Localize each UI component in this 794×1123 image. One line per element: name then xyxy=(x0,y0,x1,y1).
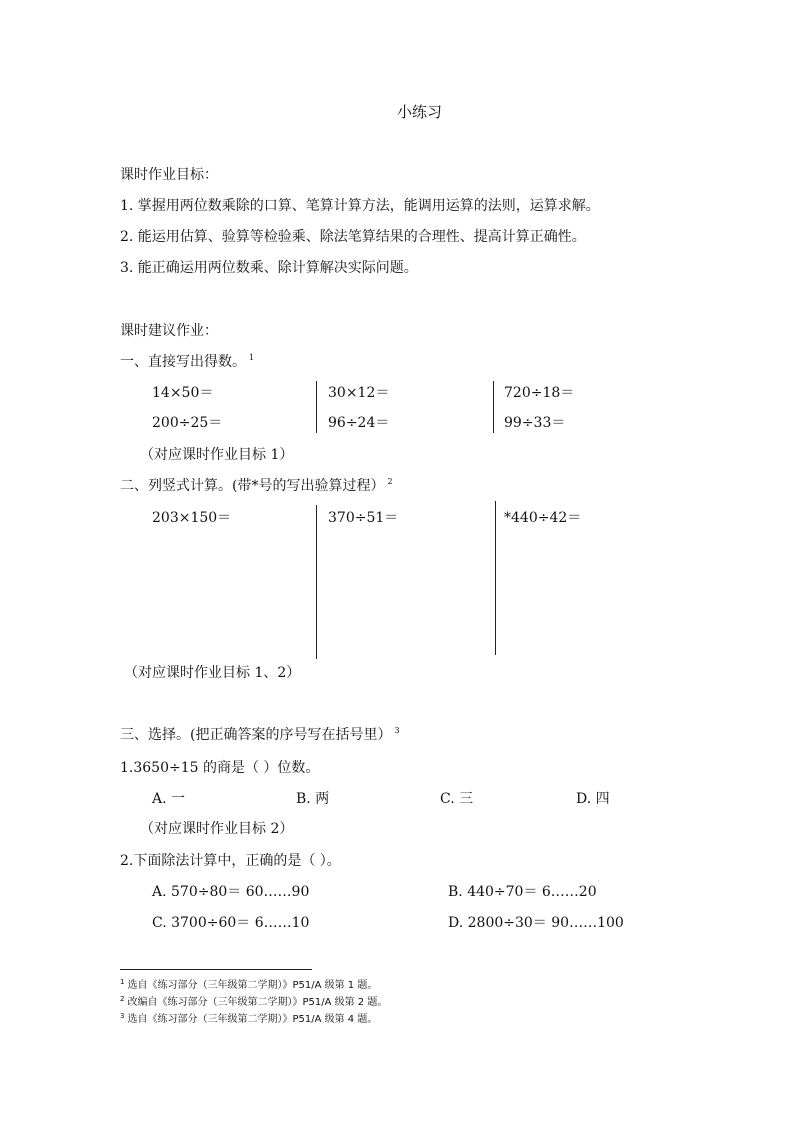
goal-item-3: 3. 能正确运用两位数乘、除计算解决实际问题。 xyxy=(120,260,418,276)
footnote-1-num: 1 xyxy=(120,977,125,986)
footnote-2-text: 改编自《练习部分（三年级第二学期）》P51/A 级第 2 题。 xyxy=(127,997,388,1008)
section2-target: （对应课时作业目标 1、2） xyxy=(124,665,301,681)
s1-r2-c3: 99÷33＝ xyxy=(504,415,566,431)
footnote-ref-3: 3 xyxy=(394,726,400,736)
s2-item-1: 203×150＝ xyxy=(152,510,232,526)
q1-text: 1.3650÷15 的商是（ ）位数。 xyxy=(120,760,320,776)
section3-heading-text: 三、选择。(把正确答案的序号写在括号里） xyxy=(120,727,392,743)
q1-option-d: D. 四 xyxy=(576,791,610,807)
q1-option-c: C. 三 xyxy=(440,791,474,807)
s2-divider-2 xyxy=(495,501,496,655)
s1-r2-c1: 200÷25＝ xyxy=(152,415,223,431)
s2-item-2: 370÷51＝ xyxy=(328,510,399,526)
goal-item-1: 1. 掌握用两位数乘除的口算、笔算计算方法，能调用运算的法则，运算求解。 xyxy=(120,198,600,214)
s2-item-3: *440÷42＝ xyxy=(504,510,582,526)
goals-heading: 课时作业目标： xyxy=(120,167,218,183)
section1-heading xyxy=(120,353,254,371)
footnote-2-num: 2 xyxy=(120,994,125,1003)
goal-item-2: 2. 能运用估算、验算等检验乘、除法笔算结果的合理性、提高计算正确性。 xyxy=(120,229,586,245)
q2-option-a: A. 570÷80＝ 60……90 xyxy=(152,884,310,900)
q1-option-b: B. 两 xyxy=(296,791,330,807)
s1-r1-c1: 14×50＝ xyxy=(152,385,214,401)
q2-option-d: D. 2800÷30＝ 90……100 xyxy=(448,915,624,931)
footnote-2 xyxy=(120,996,387,1009)
q1-target: （对应课时作业目标 2） xyxy=(140,821,294,837)
footnote-3 xyxy=(120,1013,377,1026)
footnote-1-text: 选自《练习部分（三年级第二学期）》P51/A 级第 1 题。 xyxy=(127,980,378,991)
s1-r1-c3: 720÷18＝ xyxy=(504,385,575,401)
footnote-3-text: 选自《练习部分（三年级第二学期）》P51/A 级第 4 题。 xyxy=(127,1014,378,1025)
s2-divider-1 xyxy=(316,505,317,659)
s1-r1-c2: 30×12＝ xyxy=(328,385,390,401)
homework-heading: 课时建议作业： xyxy=(120,323,218,339)
footnote-ref-1: 1 xyxy=(249,353,255,363)
footnote-separator xyxy=(120,969,312,970)
section2-heading xyxy=(120,477,393,495)
footnote-1 xyxy=(120,979,377,992)
page-title: 小练习 xyxy=(397,103,443,121)
s1-r2-c2: 96÷24＝ xyxy=(328,415,390,431)
q2-option-b: B. 440÷70＝ 6……20 xyxy=(448,884,597,900)
q1-option-a: A. 一 xyxy=(152,791,186,807)
section1-heading-text: 一、直接写出得数。 xyxy=(120,354,246,370)
section1-target: （对应课时作业目标 1） xyxy=(140,447,294,463)
footnote-ref-2: 2 xyxy=(387,477,393,487)
s1-divider-1 xyxy=(316,381,317,433)
q2-option-c: C. 3700÷60＝ 6……10 xyxy=(152,915,310,931)
section3-heading xyxy=(120,726,400,744)
s1-divider-2 xyxy=(493,381,494,433)
section2-heading-text: 二、列竖式计算。(带*号的写出验算过程） xyxy=(120,478,385,494)
q2-text: 2.下面除法计算中，正确的是（ ）。 xyxy=(120,853,341,869)
footnote-3-num: 3 xyxy=(120,1011,125,1020)
